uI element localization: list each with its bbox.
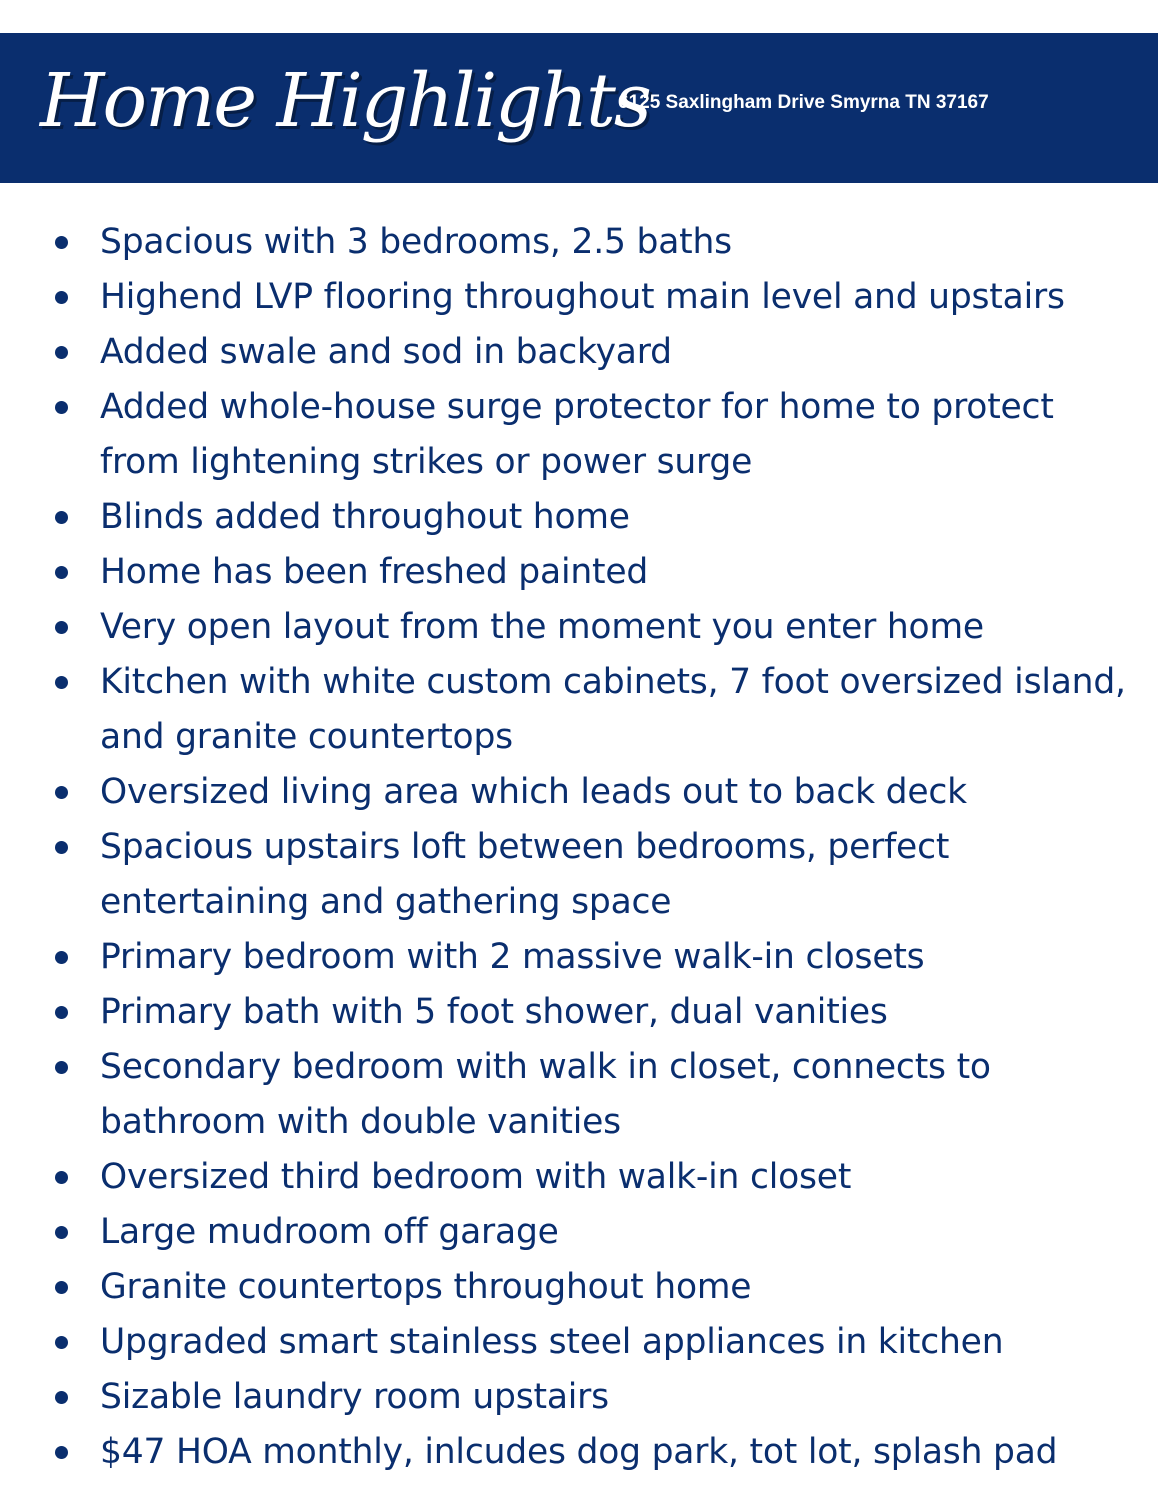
list-item-text: Primary bedroom with 2 massive walk-in closets [100, 937, 925, 977]
list-item-text: Spacious with 3 bedrooms, 2.5 baths [100, 222, 732, 262]
bullet-icon [55, 951, 68, 964]
bullet-icon [55, 1171, 68, 1184]
list-item-text: Added swale and sod in backyard [100, 332, 672, 372]
list-item [0, 1370, 1158, 1425]
list-item [0, 545, 1158, 600]
bullet-icon [55, 1061, 68, 1074]
list-item-text: Added whole-house surge protector for home to protect from lightening strikes or power surge [100, 387, 1054, 482]
bullet-icon [55, 676, 68, 689]
list-item-text: Large mudroom off garage [100, 1212, 559, 1252]
list-item [0, 1425, 1158, 1480]
bullet-icon [55, 236, 68, 249]
bullet-icon [55, 1006, 68, 1019]
list-item-text: Kitchen with white custom cabinets, 7 foot oversized island, and granite countertops [100, 662, 1126, 757]
list-item-text: Spacious upstairs loft between bedrooms, perfect entertaining and gathering space [100, 827, 950, 922]
bullet-icon [55, 786, 68, 799]
list-item [0, 1150, 1158, 1205]
header-banner [0, 33, 1158, 183]
list-item-text: Oversized third bedroom with walk-in closet [100, 1157, 852, 1197]
bullet-icon [55, 1336, 68, 1349]
bullet-icon [55, 1281, 68, 1294]
bullet-icon [55, 841, 68, 854]
list-item-text: $47 HOA monthly, inlcudes dog park, tot lot, splash pad [100, 1432, 1058, 1472]
list-item [0, 765, 1158, 820]
bullet-icon [55, 346, 68, 359]
list-item-text: Secondary bedroom with walk in closet, connects to bathroom with double vanities [100, 1047, 991, 1142]
bullet-icon [55, 566, 68, 579]
list-item-text: Very open layout from the moment you enter home [100, 607, 984, 647]
list-item [0, 600, 1158, 655]
list-item [0, 270, 1158, 325]
bullet-icon [55, 401, 68, 414]
bullet-icon [55, 291, 68, 304]
list-item [0, 1315, 1158, 1370]
list-item [0, 215, 1158, 270]
list-item [0, 490, 1158, 545]
property-address: 6125 Saxlingham Drive Smyrna TN 37167 [618, 92, 989, 113]
bullet-icon [55, 1391, 68, 1404]
bullet-icon [55, 511, 68, 524]
list-item-text: Blinds added throughout home [100, 497, 630, 537]
list-item [0, 930, 1158, 985]
list-item [0, 1205, 1158, 1260]
bullet-icon [55, 1446, 68, 1459]
list-item [0, 1260, 1158, 1315]
list-item [0, 325, 1158, 380]
list-item [0, 380, 1158, 490]
list-item-text: Oversized living area which leads out to back deck [100, 772, 967, 812]
bullet-icon [55, 621, 68, 634]
list-item [0, 985, 1158, 1040]
list-item-text: Highend LVP flooring throughout main level and upstairs [100, 277, 1065, 317]
highlights-list [0, 215, 1158, 1480]
list-item-text: Sizable laundry room upstairs [100, 1377, 609, 1417]
page-title: Home Highlights [40, 58, 650, 144]
list-item [0, 1040, 1158, 1150]
list-item [0, 655, 1158, 765]
list-item [0, 820, 1158, 930]
list-item-text: Upgraded smart stainless steel appliances in kitchen [100, 1322, 1004, 1362]
list-item-text: Granite countertops throughout home [100, 1267, 752, 1307]
list-item-text: Primary bath with 5 foot shower, dual vanities [100, 992, 888, 1032]
list-item-text: Home has been freshed painted [100, 552, 649, 592]
bullet-icon [55, 1226, 68, 1239]
